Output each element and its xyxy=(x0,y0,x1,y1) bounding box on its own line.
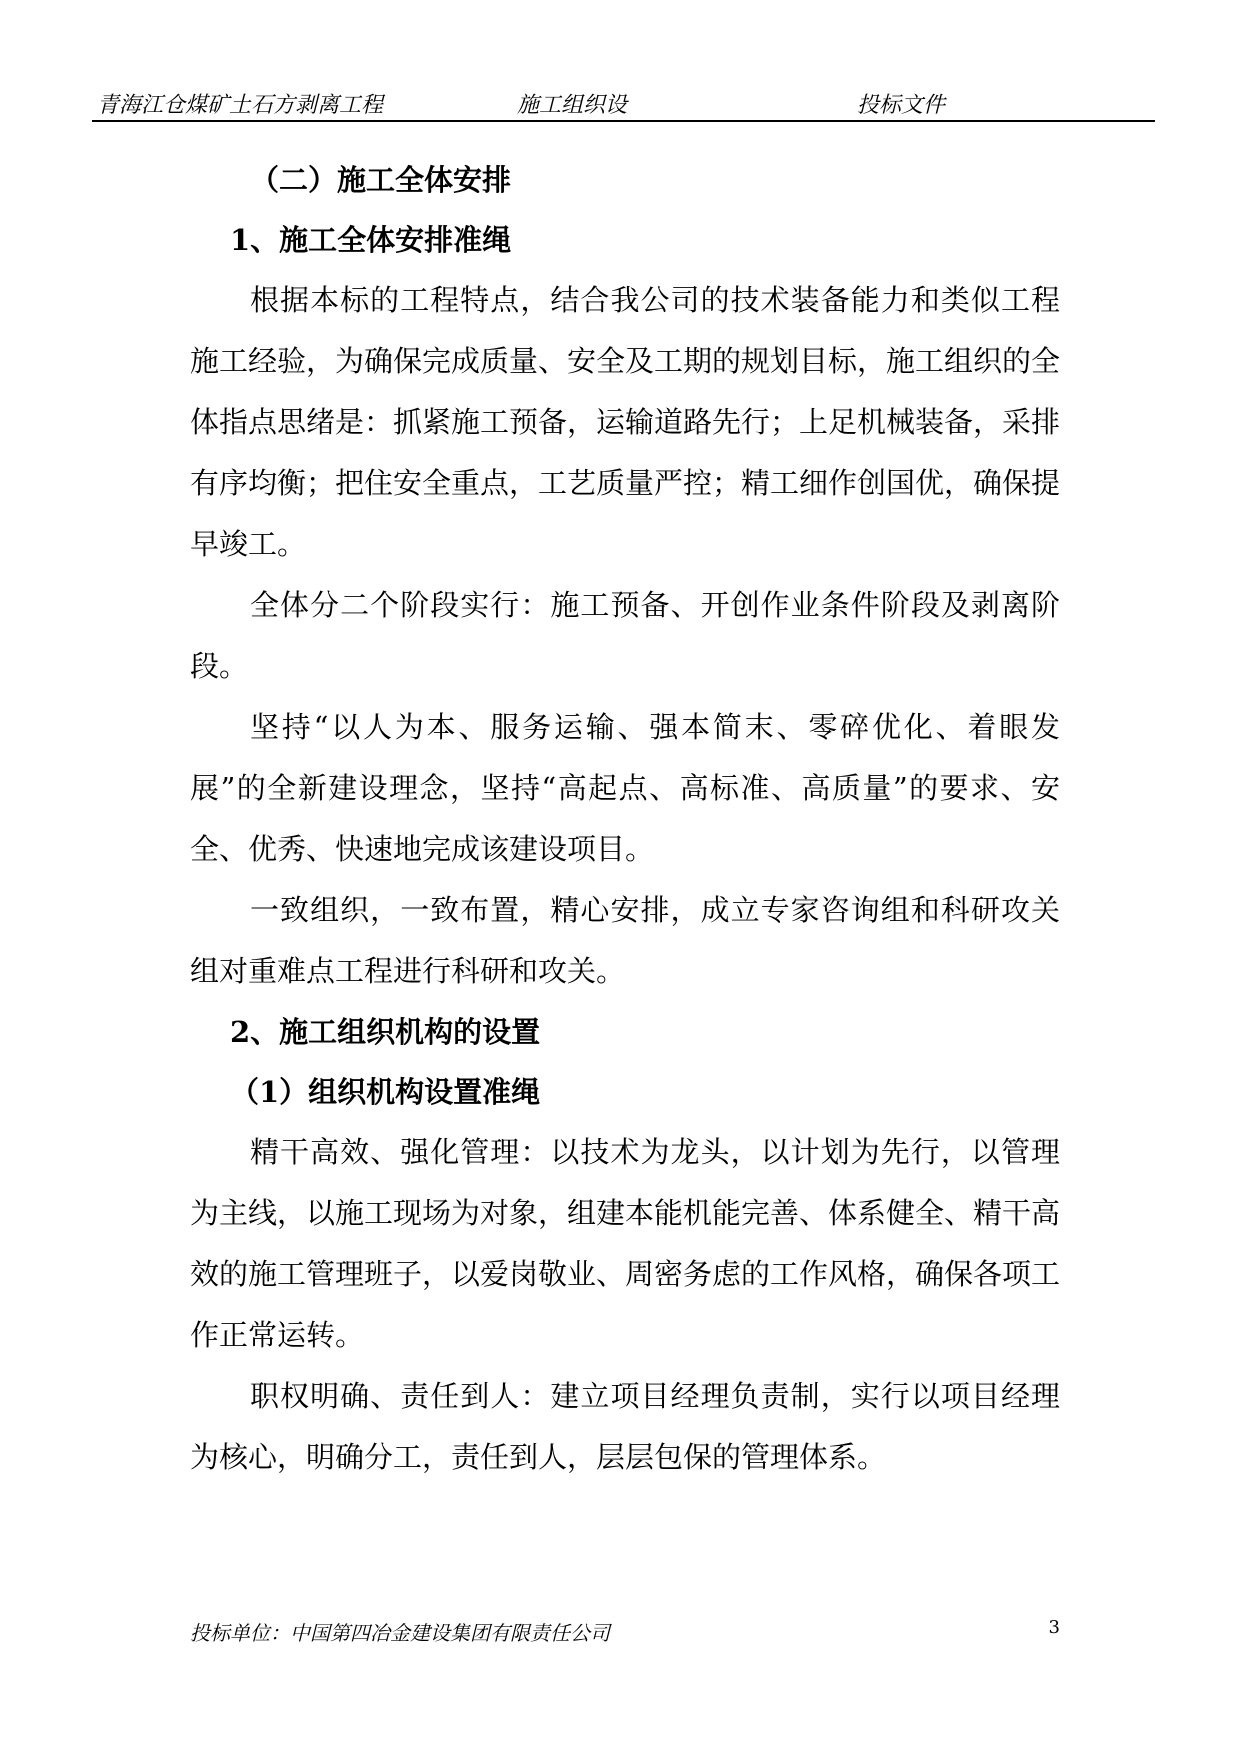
subsection-1-title: 1、施工全体安排准绳 xyxy=(230,223,512,257)
paragraph: 全体分二个阶段实行：施工预备、开创作业条件阶段及剥离阶段。 xyxy=(190,588,1060,683)
header-project-name: 青海江仓煤矿土石方剥离工程 xyxy=(97,93,384,118)
paragraph: 一致组织，一致布置，精心安排，成立专家咨询组和科研攻关组对重难点工程进行科研和攻关。 xyxy=(190,893,1060,988)
header-divider xyxy=(92,120,1155,122)
header-document-type: 施工组织设 xyxy=(517,93,628,118)
paragraph: 坚持“以人为本、服务运输、强本简末、零碎优化、着眼发展”的全新建设理念，坚持“高起点、高标准、高质量”的要求、安全、优秀、快速地完成该建设项目。 xyxy=(190,710,1060,866)
subsection-2-1-title: （1）组织机构设置准绳 xyxy=(230,1075,541,1109)
header-document-category: 投标文件 xyxy=(857,93,946,118)
page-number: 3 xyxy=(1048,1617,1060,1638)
page-footer xyxy=(190,1617,1060,1647)
footer-bidder: 投标单位：中国第四冶金建设集团有限责任公司 xyxy=(190,1621,610,1645)
page-body xyxy=(190,150,1060,1488)
page-header xyxy=(92,88,1155,118)
paragraph: 职权明确、责任到人：建立项目经理负责制，实行以项目经理为核心，明确分工，责任到人，层层包保的管理体系。 xyxy=(190,1379,1060,1474)
subsection-2-title: 2、施工组织机构的设置 xyxy=(230,1015,541,1049)
paragraph: 根据本标的工程特点，结合我公司的技术装备能力和类似工程施工经验，为确保完成质量、安全及工期的规划目标，施工组织的全体指点思绪是：抓紧施工预备，运输道路先行；上足机械装备，采排有序均衡；把住安全重点，工艺质量严控；精工细作创国优，确保提早竣工。 xyxy=(190,283,1061,561)
paragraph: 精干高效、强化管理：以技术为龙头，以计划为先行，以管理为主线，以施工现场为对象，组建本能机能完善、体系健全、精干高效的施工管理班子，以爱岗敬业、周密务虑的工作风格，确保各项工作正常运转。 xyxy=(190,1135,1061,1352)
section-title: （二）施工全体安排 xyxy=(250,163,512,197)
